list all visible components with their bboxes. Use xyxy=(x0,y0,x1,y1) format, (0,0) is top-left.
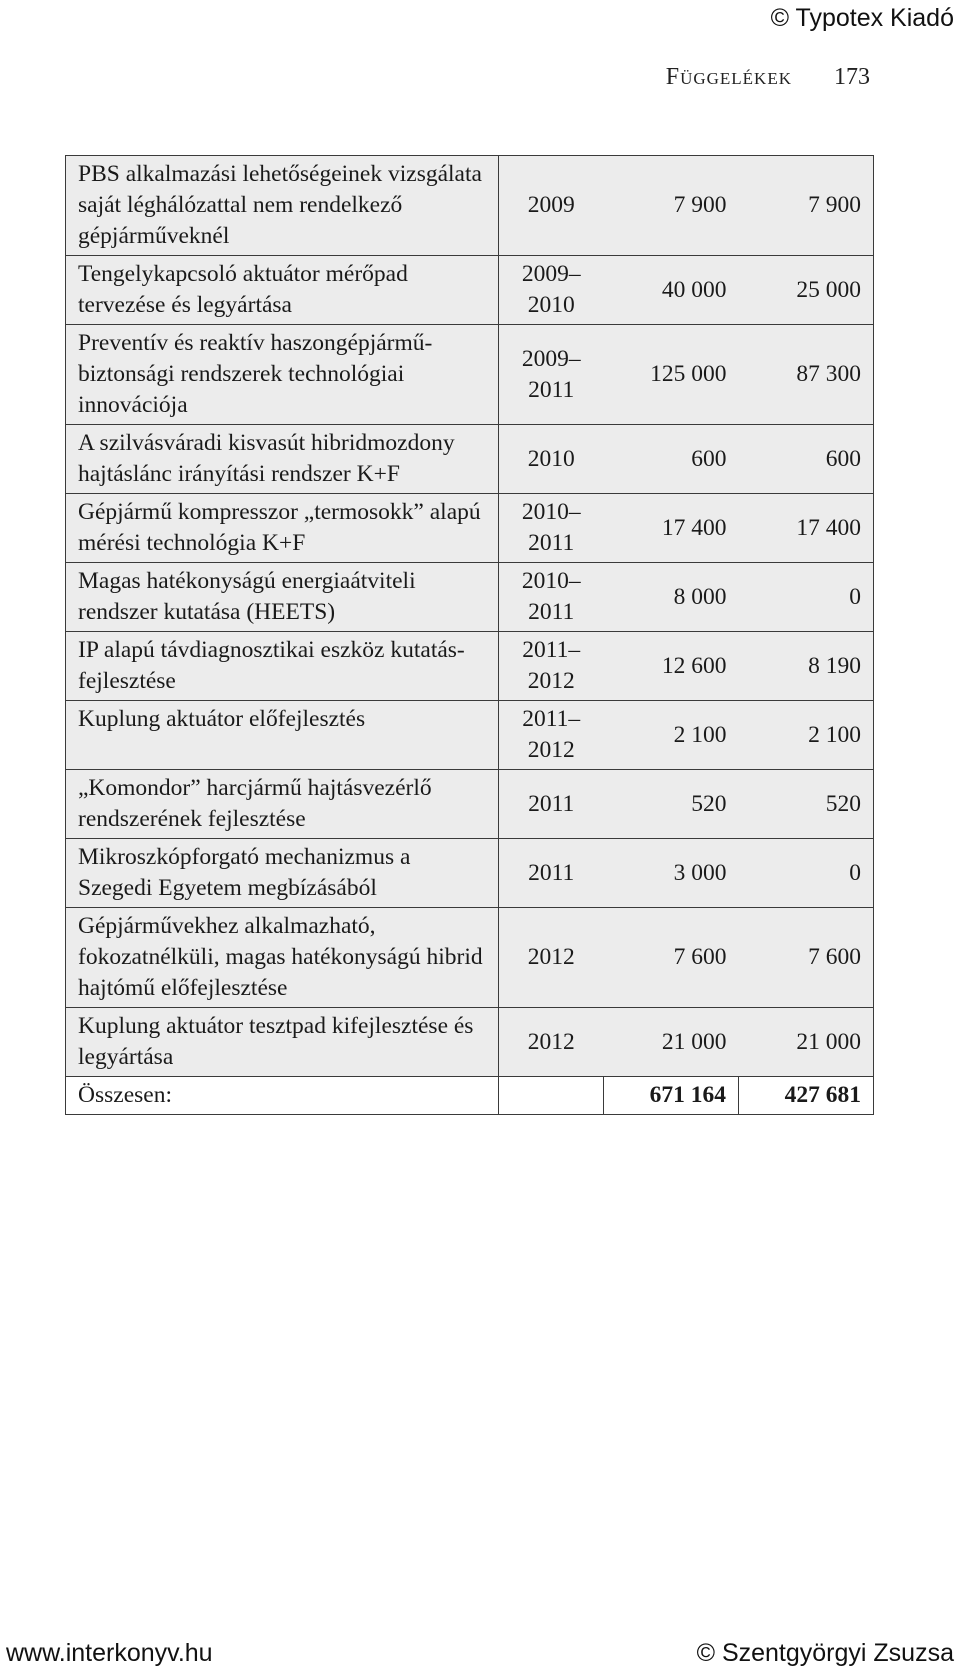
row-value1: 12 600 xyxy=(604,632,739,701)
table-row xyxy=(66,425,874,494)
row-description: Magas hatékonyságú energiaátviteli rendszer kutatása (HEETS) xyxy=(66,563,499,632)
row-year: 2009–​2010 xyxy=(499,256,604,325)
row-value1: 40 000 xyxy=(604,256,739,325)
project-table-body xyxy=(66,156,874,1077)
running-head xyxy=(666,64,870,91)
row-value2: 17 400 xyxy=(739,494,874,563)
row-year: 2012 xyxy=(499,1008,604,1077)
row-year: 2012 xyxy=(499,908,604,1008)
table-row xyxy=(66,632,874,701)
total-row xyxy=(66,1077,874,1115)
table-row xyxy=(66,908,874,1008)
row-description: Preventív és reaktív haszongépjármű-biztonsági rendszerek technológiai innovációja xyxy=(66,325,499,425)
row-value2: 7 900 xyxy=(739,156,874,256)
footer-website: www.interkonyv.hu xyxy=(6,1639,213,1667)
row-value1: 125 000 xyxy=(604,325,739,425)
row-value2: 7 600 xyxy=(739,908,874,1008)
row-description: Mikroszkópforgató mechanizmus a Szegedi Egyetem megbízásából xyxy=(66,839,499,908)
section-title: Függelékek xyxy=(665,64,792,90)
row-value1: 600 xyxy=(604,425,739,494)
table-row xyxy=(66,563,874,632)
total-value2: 427 681 xyxy=(739,1077,874,1115)
row-value2: 600 xyxy=(739,425,874,494)
row-value1: 17 400 xyxy=(604,494,739,563)
row-description: A szilvásváradi kisvasút hibridmozdony hajtáslánc irányítási rendszer K+F xyxy=(66,425,499,494)
row-year: 2011 xyxy=(499,770,604,839)
total-label: Összesen: xyxy=(66,1077,499,1115)
row-value2: 2 100 xyxy=(739,701,874,770)
row-year: 2011–​2012 xyxy=(499,701,604,770)
row-year: 2010–​2011 xyxy=(499,563,604,632)
row-year: 2011 xyxy=(499,839,604,908)
row-value1: 3 000 xyxy=(604,839,739,908)
row-year: 2010 xyxy=(499,425,604,494)
row-value1: 7 900 xyxy=(604,156,739,256)
total-year-cell xyxy=(499,1077,604,1115)
page-number: 173 xyxy=(834,64,870,90)
row-year: 2011–​2012 xyxy=(499,632,604,701)
row-description: PBS alkalmazási lehetőségeinek vizsgálata saját léghálózattal nem rendelkező gépjárműveknél xyxy=(66,156,499,256)
row-description: Gépjárművekhez alkalmazható, fokozatnélküli, magas hatékonyságú hibrid hajtómű előfejlesztése xyxy=(66,908,499,1008)
row-value2: 520 xyxy=(739,770,874,839)
row-description: IP alapú távdiagnosztikai eszköz kutatás-fejlesztése xyxy=(66,632,499,701)
table-row xyxy=(66,256,874,325)
table-row xyxy=(66,770,874,839)
row-year: 2009–​2011 xyxy=(499,325,604,425)
row-description: Gépjármű kompresszor „termosokk” alapú mérési technológia K+F xyxy=(66,494,499,563)
row-value1: 520 xyxy=(604,770,739,839)
project-table xyxy=(65,155,874,1115)
row-year: 2009 xyxy=(499,156,604,256)
row-description: Kuplung aktuátor tesztpad kifejlesztése és legyártása xyxy=(66,1008,499,1077)
table-row xyxy=(66,325,874,425)
row-value1: 21 000 xyxy=(604,1008,739,1077)
row-value2: 0 xyxy=(739,839,874,908)
footer-copyright: © Szentgyörgyi Zsuzsa xyxy=(696,1639,954,1667)
table-row xyxy=(66,839,874,908)
row-value2: 25 000 xyxy=(739,256,874,325)
row-description: Kuplung aktuátor előfejlesztés xyxy=(66,701,499,770)
total-value1: 671 164 xyxy=(604,1077,739,1115)
row-value1: 2 100 xyxy=(604,701,739,770)
table-row xyxy=(66,701,874,770)
publisher-notice: © Typotex Kiadó xyxy=(770,4,954,32)
row-description: „Komondor” harcjármű hajtásvezérlő rendszerének fejlesztése xyxy=(66,770,499,839)
row-description: Tengelykapcsoló aktuátor mérőpad tervezése és legyártása xyxy=(66,256,499,325)
table-row xyxy=(66,494,874,563)
row-year: 2010–​2011 xyxy=(499,494,604,563)
row-value2: 87 300 xyxy=(739,325,874,425)
table-row xyxy=(66,156,874,256)
row-value2: 8 190 xyxy=(739,632,874,701)
table-row xyxy=(66,1008,874,1077)
row-value2: 0 xyxy=(739,563,874,632)
row-value1: 8 000 xyxy=(604,563,739,632)
row-value2: 21 000 xyxy=(739,1008,874,1077)
row-value1: 7 600 xyxy=(604,908,739,1008)
